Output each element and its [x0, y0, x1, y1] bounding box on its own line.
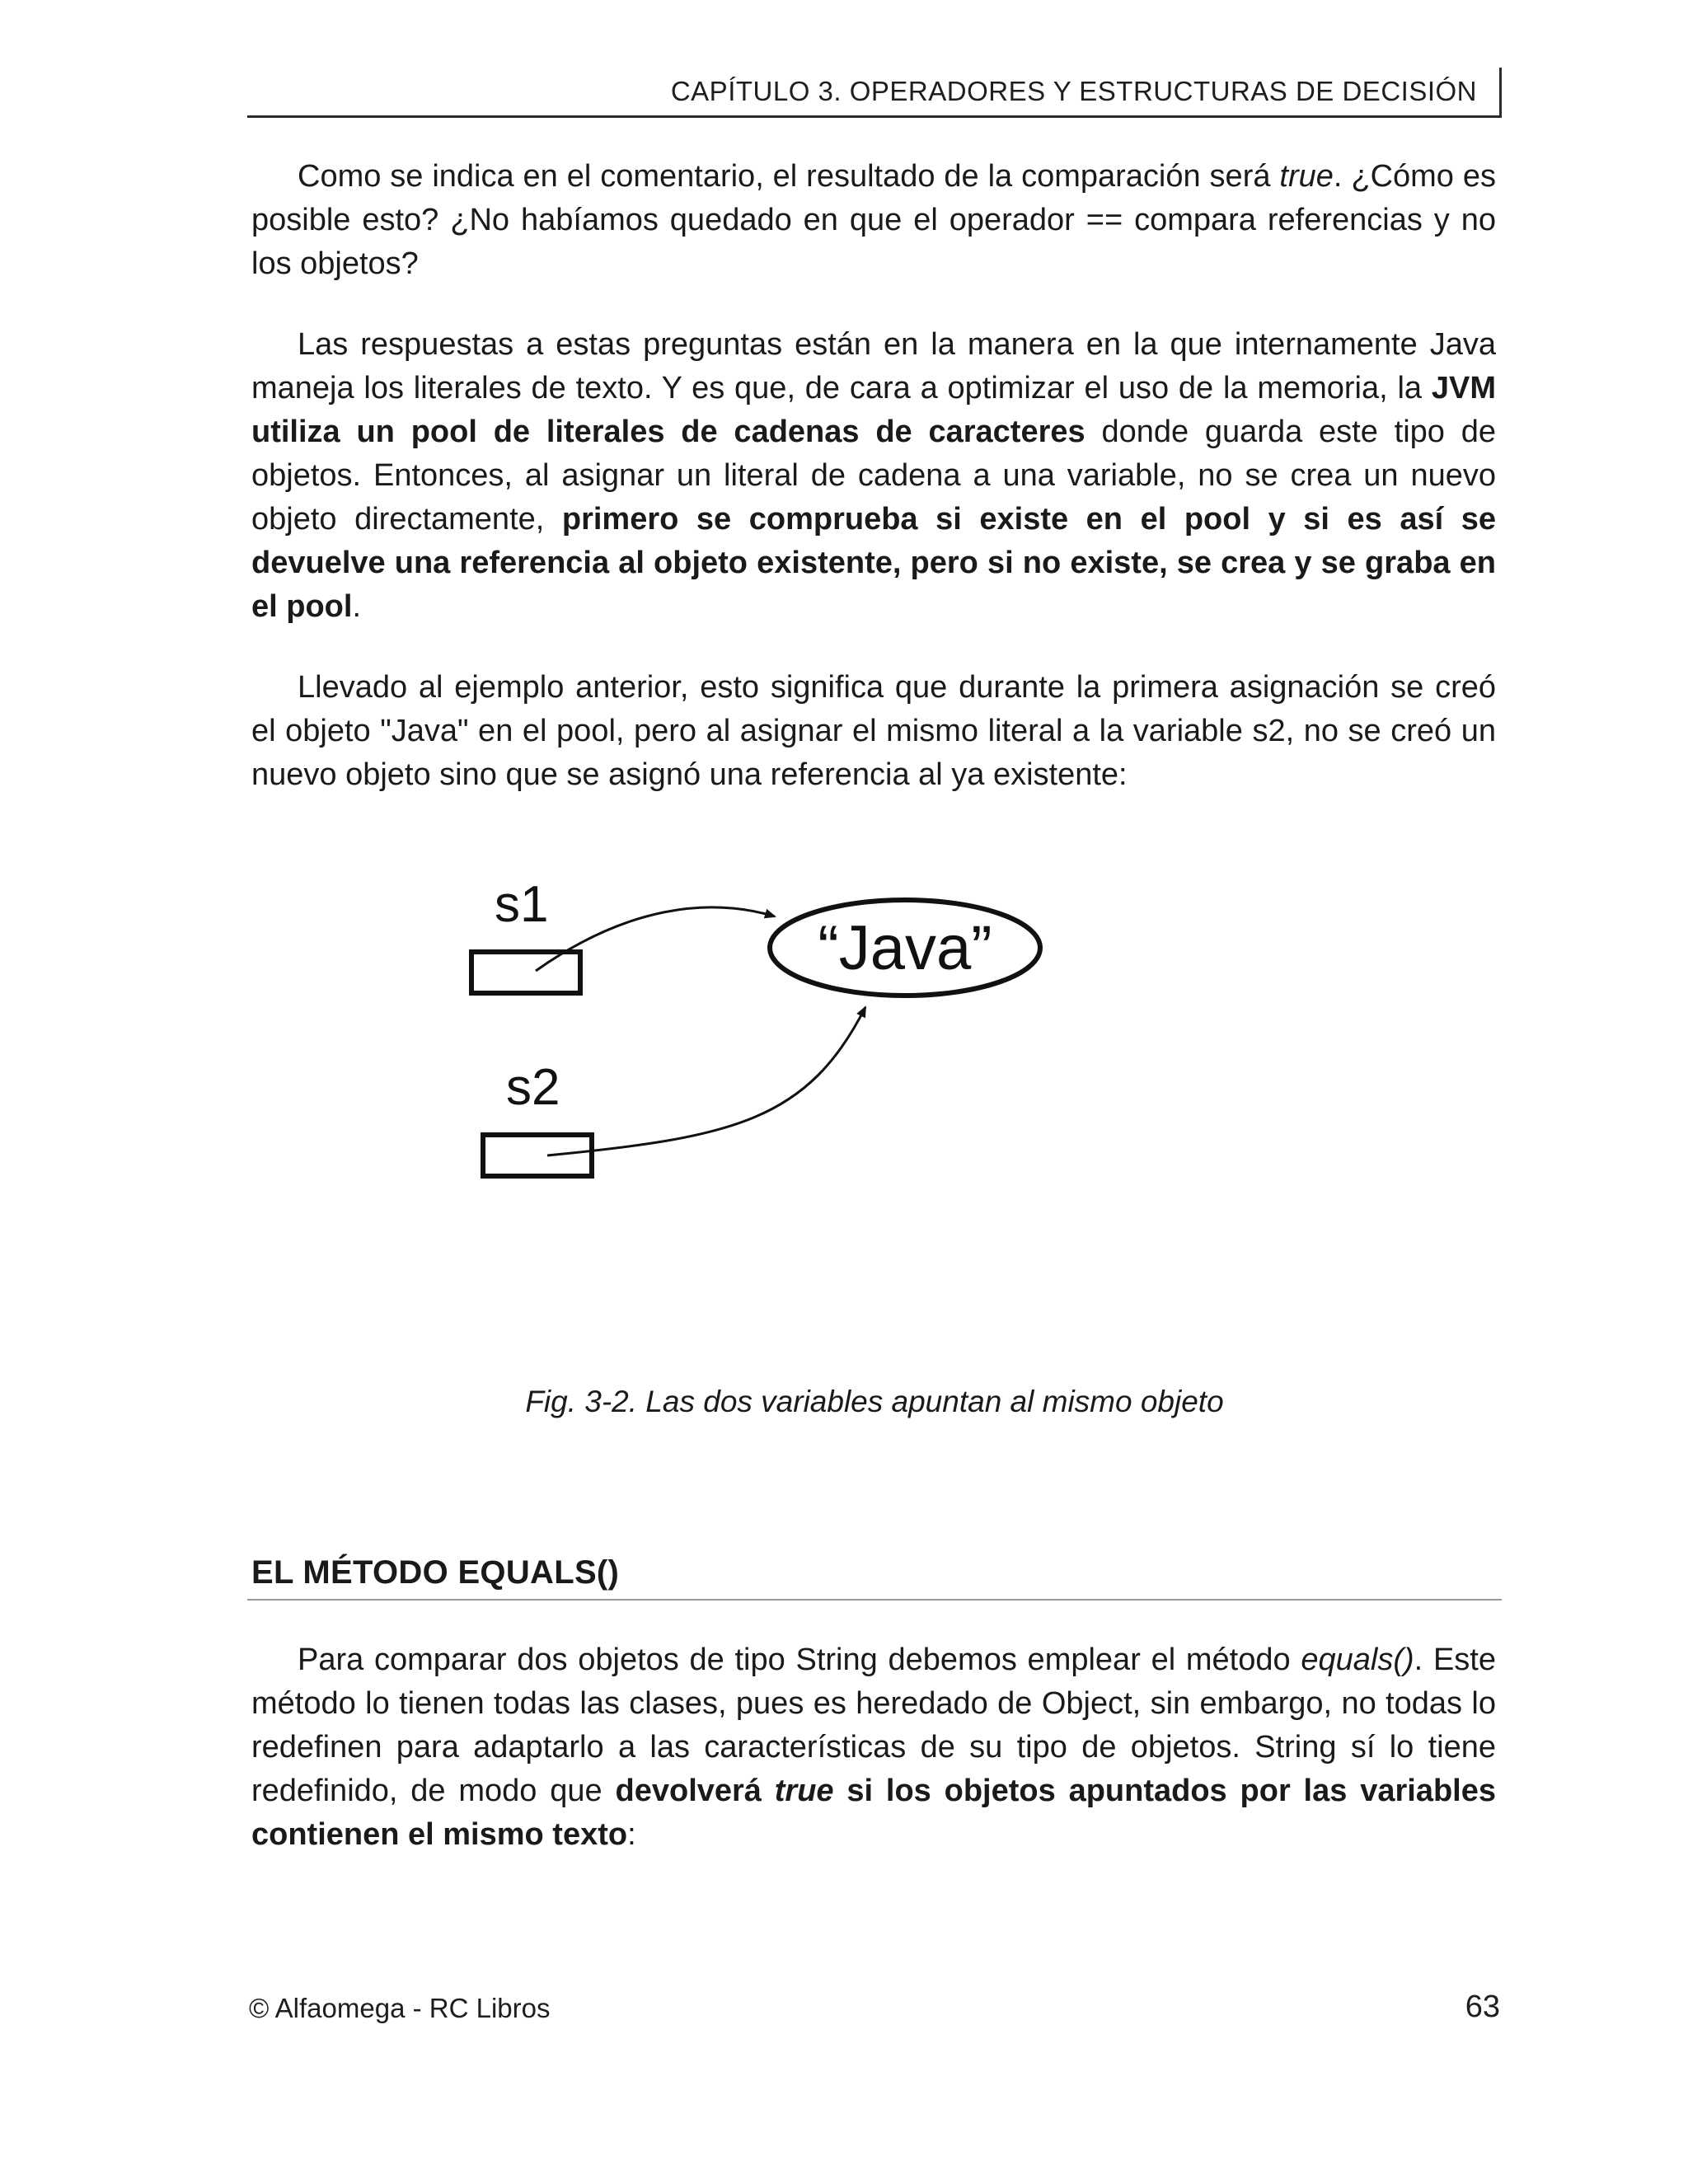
paragraph-2-text-b: donde guarda este tipo de objetos. Entonces, al asignar un literal de cadena a una variable, no se crea un nuevo objeto directamente, [251, 415, 1496, 537]
java-object-label: “Java” [818, 913, 992, 983]
paragraph-1-text-b: . ¿Cómo es posible esto? ¿No habíamos quedado en que el operador == compara referencias y no los objetos? [251, 159, 1496, 281]
header-rule [1499, 68, 1502, 115]
paragraph-4 [251, 1638, 1496, 1857]
running-header [247, 68, 1502, 118]
paragraph-2-bold-b: primero se comprueba si existe en el pool y si es así se devuelve una referencia al objeto existente, pero si no existe, se crea y se graba en el pool [251, 502, 1496, 624]
footer-publisher: © Alfaomega - RC Libros [249, 1993, 551, 2023]
var-s1-box [471, 952, 580, 993]
paragraph-2-bold-a: JVM utiliza un pool de literales de cadenas de caracteres [251, 371, 1496, 449]
figure-string-pool-diagram [445, 865, 1071, 1212]
diagram-svg [445, 865, 1071, 1212]
paragraph-4-bold-a: devolverá [615, 1774, 775, 1808]
paragraph-1-text-a: Como se indica en el comentario, el resultado de la comparación será [298, 159, 1280, 194]
section-heading [247, 1548, 1502, 1601]
paragraph-4-bold-true: true [774, 1774, 834, 1808]
var-s2-label: s2 [506, 1059, 560, 1116]
paragraph-2 [251, 323, 1496, 629]
arrow-s2-to-java [547, 1007, 865, 1155]
arrow-s1-to-java [536, 907, 775, 971]
paragraph-1-true-italic: true [1279, 159, 1334, 194]
chapter-title: CAPÍTULO 3. OPERADORES Y ESTRUCTURAS DE DECISIÓN [670, 76, 1477, 106]
var-s1-label: s1 [495, 876, 549, 933]
paragraph-3-text: Llevado al ejemplo anterior, esto significa que durante la primera asignación se creó el objeto "Java" en el pool, pero al asignar el mismo literal a la variable s2, no se creó un nuevo objeto sino que se asignó una referencia al ya existente: [251, 670, 1496, 792]
paragraph-4-text-a: Para comparar dos objetos de tipo String debemos emplear el método [298, 1643, 1301, 1677]
paragraph-3 [251, 666, 1496, 797]
paragraph-4-text-b: . Este método lo tienen todas las clases, pues es heredado de Object, sin embargo, no todas lo redefinen para adaptarlo a las características de su tipo de objetos. String sí lo tiene redefinido, de modo que [251, 1643, 1496, 1808]
page-number: 63 [1465, 1990, 1500, 2024]
figure-caption: Fig. 3-2. Las dos variables apuntan al mismo objeto [525, 1385, 1224, 1418]
paragraph-4-equals-italic: equals() [1301, 1643, 1414, 1677]
paragraph-4-text-c: : [627, 1817, 636, 1852]
section-title: EL MÉTODO EQUALS() [251, 1554, 620, 1591]
paragraph-2-text-c: . [352, 589, 362, 624]
var-s2-box [483, 1135, 592, 1176]
paragraph-4-bold-b: si los objetos apuntados por las variables contienen el mismo texto [251, 1774, 1496, 1852]
paragraph-1 [251, 155, 1496, 286]
paragraph-2-text-a: Las respuestas a estas preguntas están en la manera en la que internamente Java maneja los literales de texto. Y es que, de cara a optimizar el uso de la memoria, la [251, 327, 1496, 405]
